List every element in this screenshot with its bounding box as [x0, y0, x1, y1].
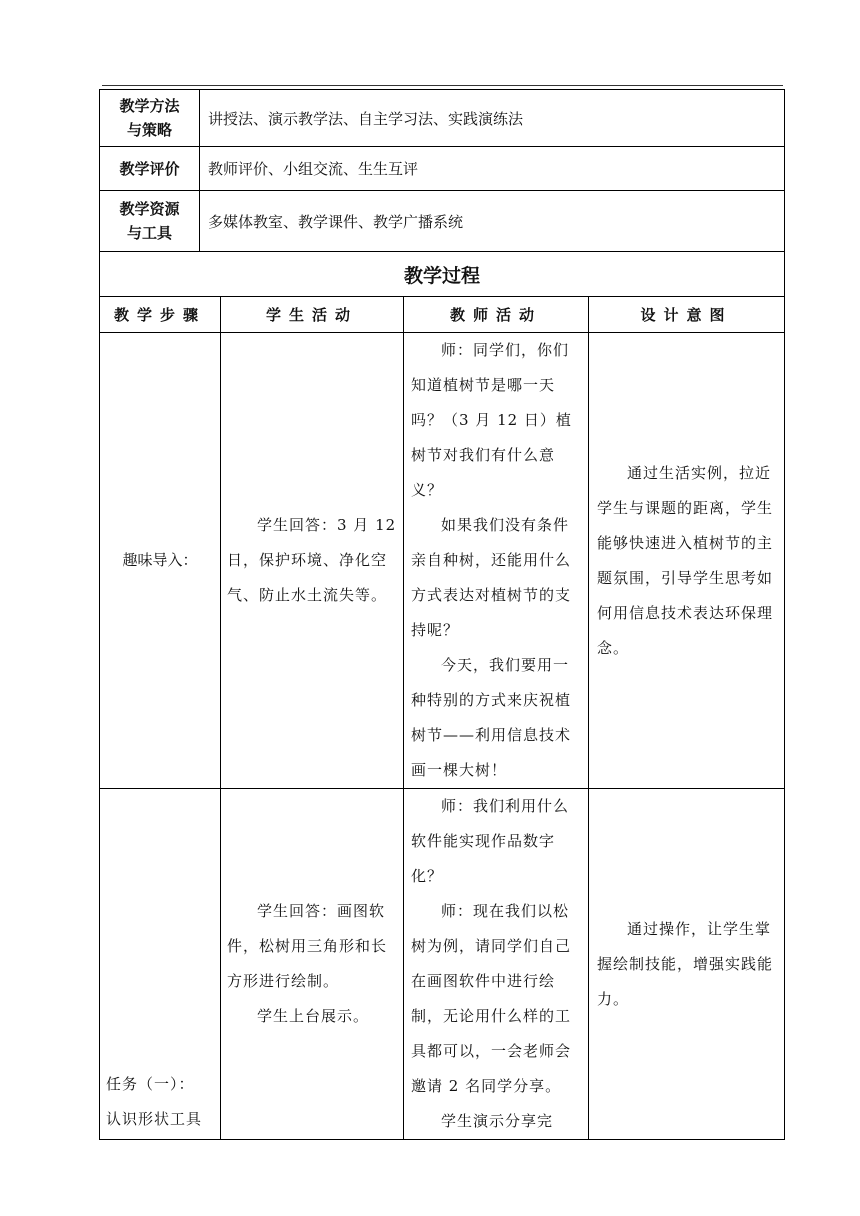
step-intro: 趣味导入： [100, 333, 221, 789]
info-label-resources: 教学资源 与工具 [100, 191, 200, 252]
info-value-method: 讲授法、演示教学法、自主学习法、实践演练法 [200, 90, 785, 147]
student-activity-task1: 学生回答：画图软件，松树用三角形和长方形进行绘制。 学生上台展示。 [221, 789, 404, 1140]
info-row-method [100, 90, 785, 147]
info-row-resources [100, 191, 785, 252]
info-label-evaluation: 教学评价 [100, 147, 200, 191]
col-header-step: 教学步骤 [100, 297, 221, 333]
process-row-task1 [100, 789, 785, 1140]
header-rule [102, 85, 783, 86]
process-title-row [100, 252, 785, 297]
info-label-method: 教学方法 与策略 [100, 90, 200, 147]
process-title: 教学过程 [100, 252, 785, 297]
teacher-activity-task1: 师：我们利用什么软件能实现作品数字化？ 师：现在我们以松树为例，请同学们自己在画图软件中进行绘制，无论用什么样的工具都可以，一会老师会邀请 2 名同学分享。 学生演示分享完 [404, 789, 589, 1140]
student-activity-intro: 学生回答：3 月 12 日，保护环境、净化空气、防止水土流失等。 [221, 333, 404, 789]
design-intent-task1: 通过操作，让学生掌握绘制技能，增强实践能力。 [589, 789, 785, 1140]
design-intent-intro: 通过生活实例，拉近学生与课题的距离，学生能够快速进入植树节的主题氛围，引导学生思考如何用信息技术表达环保理念。 [589, 333, 785, 789]
col-header-student: 学生活动 [221, 297, 404, 333]
info-row-evaluation [100, 147, 785, 191]
info-table [99, 89, 785, 297]
info-value-resources: 多媒体教室、教学课件、教学广播系统 [200, 191, 785, 252]
process-row-intro [100, 333, 785, 789]
process-table [99, 296, 785, 1140]
teacher-activity-intro: 师：同学们，你们知道植树节是哪一天吗？（3 月 12 日）植树节对我们有什么意义？ 如果我们没有条件亲自种树，还能用什么方式表达对植树节的支持呢？ 今天，我们要用一种特别的方式来庆祝植树节——利用信息技术画一棵大树！ [404, 333, 589, 789]
process-header-row [100, 297, 785, 333]
info-value-evaluation: 教师评价、小组交流、生生互评 [200, 147, 785, 191]
step-task1: 任务（一）： 认识形状工具 [100, 789, 221, 1140]
col-header-teacher: 教师活动 [404, 297, 589, 333]
col-header-intent: 设计意图 [589, 297, 785, 333]
